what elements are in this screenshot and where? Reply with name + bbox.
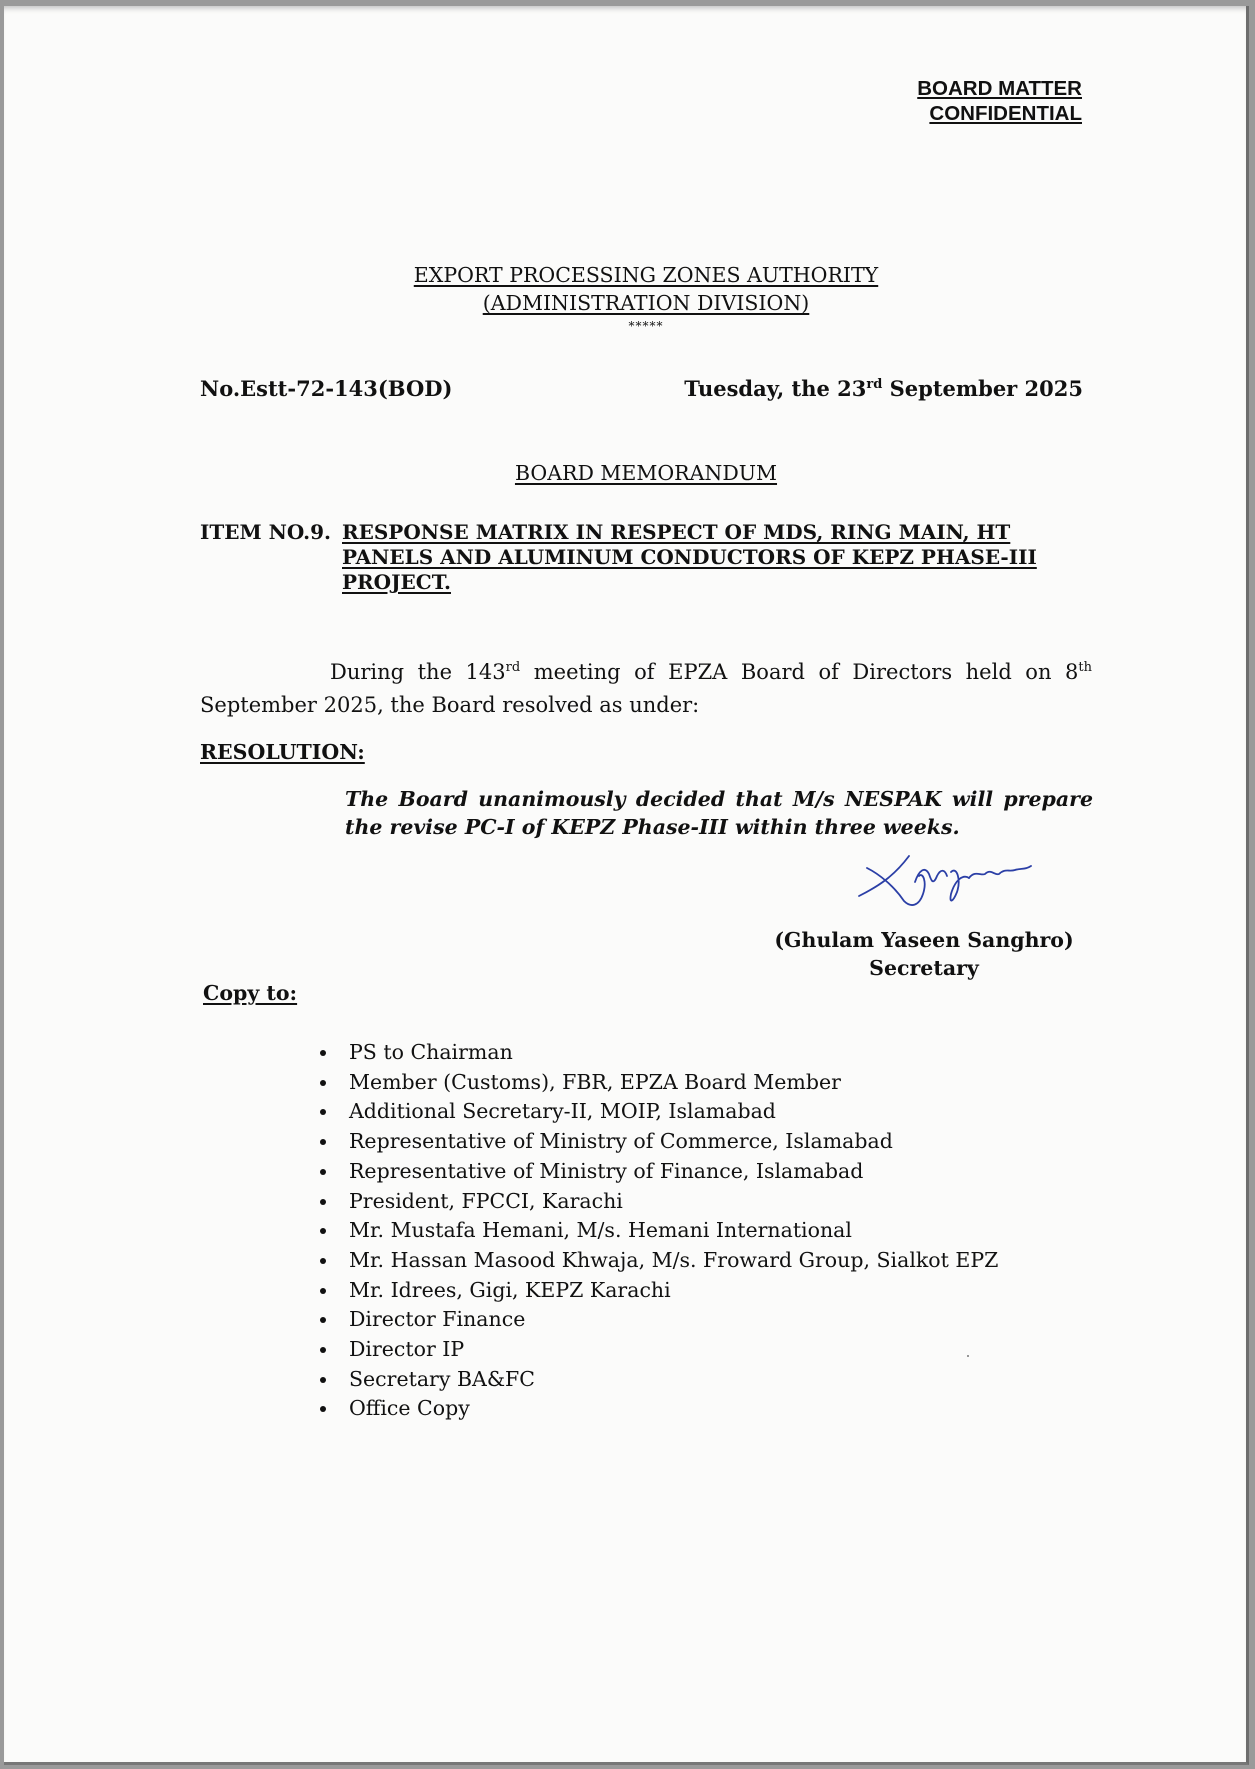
bullet-icon [320, 1406, 326, 1412]
bullet-icon [320, 1228, 326, 1234]
copy-to-item [296, 1394, 998, 1424]
copy-to-item-label: Mr. Hassan Masood Khwaja, M/s. Froward Group, Sialkot EPZ [349, 1247, 999, 1272]
confidentiality-marking [917, 76, 1082, 126]
bullet-icon [320, 1139, 326, 1145]
copy-to-item [296, 1276, 998, 1306]
copy-to-item-label: Representative of Ministry of Finance, Islamabad [349, 1158, 864, 1183]
copy-to-item-label: President, FPCCI, Karachi [349, 1188, 623, 1213]
reference-number: No.Estt-72-143(BOD) [200, 376, 453, 401]
copy-to-item [296, 1068, 998, 1098]
board-matter-label: BOARD MATTER [917, 77, 1082, 100]
copy-to-item-label: Office Copy [349, 1396, 470, 1421]
copy-to-item-label: Mr. Idrees, Gigi, KEPZ Karachi [349, 1277, 671, 1302]
copy-to-item [296, 1335, 998, 1365]
copy-to-item-label: Mr. Mustafa Hemani, M/s. Hemani International [349, 1218, 852, 1243]
copy-to-item-label: Representative of Ministry of Commerce, Islamabad [349, 1129, 893, 1154]
bullet-icon [320, 1050, 326, 1056]
resolution-text: The Board unanimously decided that M/s NESPAK will prepare the revise PC-I of KEPZ Phase-III within three weeks. [345, 787, 1093, 839]
copy-to-item-label: PS to Chairman [349, 1040, 513, 1064]
bullet-icon [320, 1317, 326, 1323]
organization-name: EXPORT PROCESSING ZONES AUTHORITY [413, 263, 879, 287]
copy-to-item [296, 1216, 998, 1246]
bullet-icon [320, 1347, 326, 1353]
bullet-icon [320, 1109, 326, 1115]
copy-to-item-label: Director Finance [349, 1307, 526, 1332]
bullet-icon [320, 1080, 326, 1086]
bullet-icon [320, 1169, 326, 1175]
bullet-icon [320, 1199, 326, 1205]
copy-to-item-label: Secretary BA&FC [349, 1366, 535, 1391]
bullet-icon [320, 1288, 326, 1294]
copy-to-item [296, 1038, 998, 1068]
copy-to-item [296, 1365, 998, 1395]
bullet-icon [320, 1377, 326, 1383]
copy-to-item [296, 1187, 998, 1217]
document-page [4, 6, 1249, 1765]
memo-title: BOARD MEMORANDUM [514, 461, 778, 485]
bullet-icon [320, 1258, 326, 1264]
item-title: RESPONSE MATRIX IN RESPECT OF MDS, RING MAIN, HT PANELS AND ALUMINUM CONDUCTORS OF KEPZ PHASE-III PROJECT. [342, 520, 1037, 594]
signatory-name: (Ghulam Yaseen Sanghro) [774, 928, 1074, 952]
division-name: (ADMINISTRATION DIVISION) [482, 291, 810, 315]
copy-to-item-label: Member (Customs), FBR, EPZA Board Member [349, 1069, 841, 1094]
scan-speck [967, 1355, 969, 1357]
handwritten-signature [849, 846, 1049, 916]
copy-to-item-label: Additional Secretary-II, MOIP, Islamabad [349, 1099, 776, 1124]
body-paragraph: During the 143rd meeting of EPZA Board of Directors held on 8th September 2025, the Board resolved as under: [200, 660, 1092, 717]
copy-to-item-label: Director IP [349, 1337, 465, 1362]
item-number: ITEM NO.9. [200, 520, 331, 544]
confidential-label: CONFIDENTIAL [929, 102, 1082, 125]
copy-to-heading: Copy to: [203, 981, 298, 1005]
copy-to-item [296, 1127, 998, 1157]
copy-to-item [296, 1246, 998, 1276]
header-separator: ***** [628, 319, 664, 333]
copy-to-list [296, 1038, 998, 1424]
resolution-heading: RESOLUTION: [200, 740, 365, 764]
memo-date: Tuesday, the 23rd September 2025 [684, 376, 1083, 401]
signatory-block [764, 926, 1084, 982]
signatory-designation: Secretary [869, 956, 979, 980]
copy-to-item [296, 1305, 998, 1335]
copy-to-item [296, 1157, 998, 1187]
copy-to-item [296, 1097, 998, 1127]
